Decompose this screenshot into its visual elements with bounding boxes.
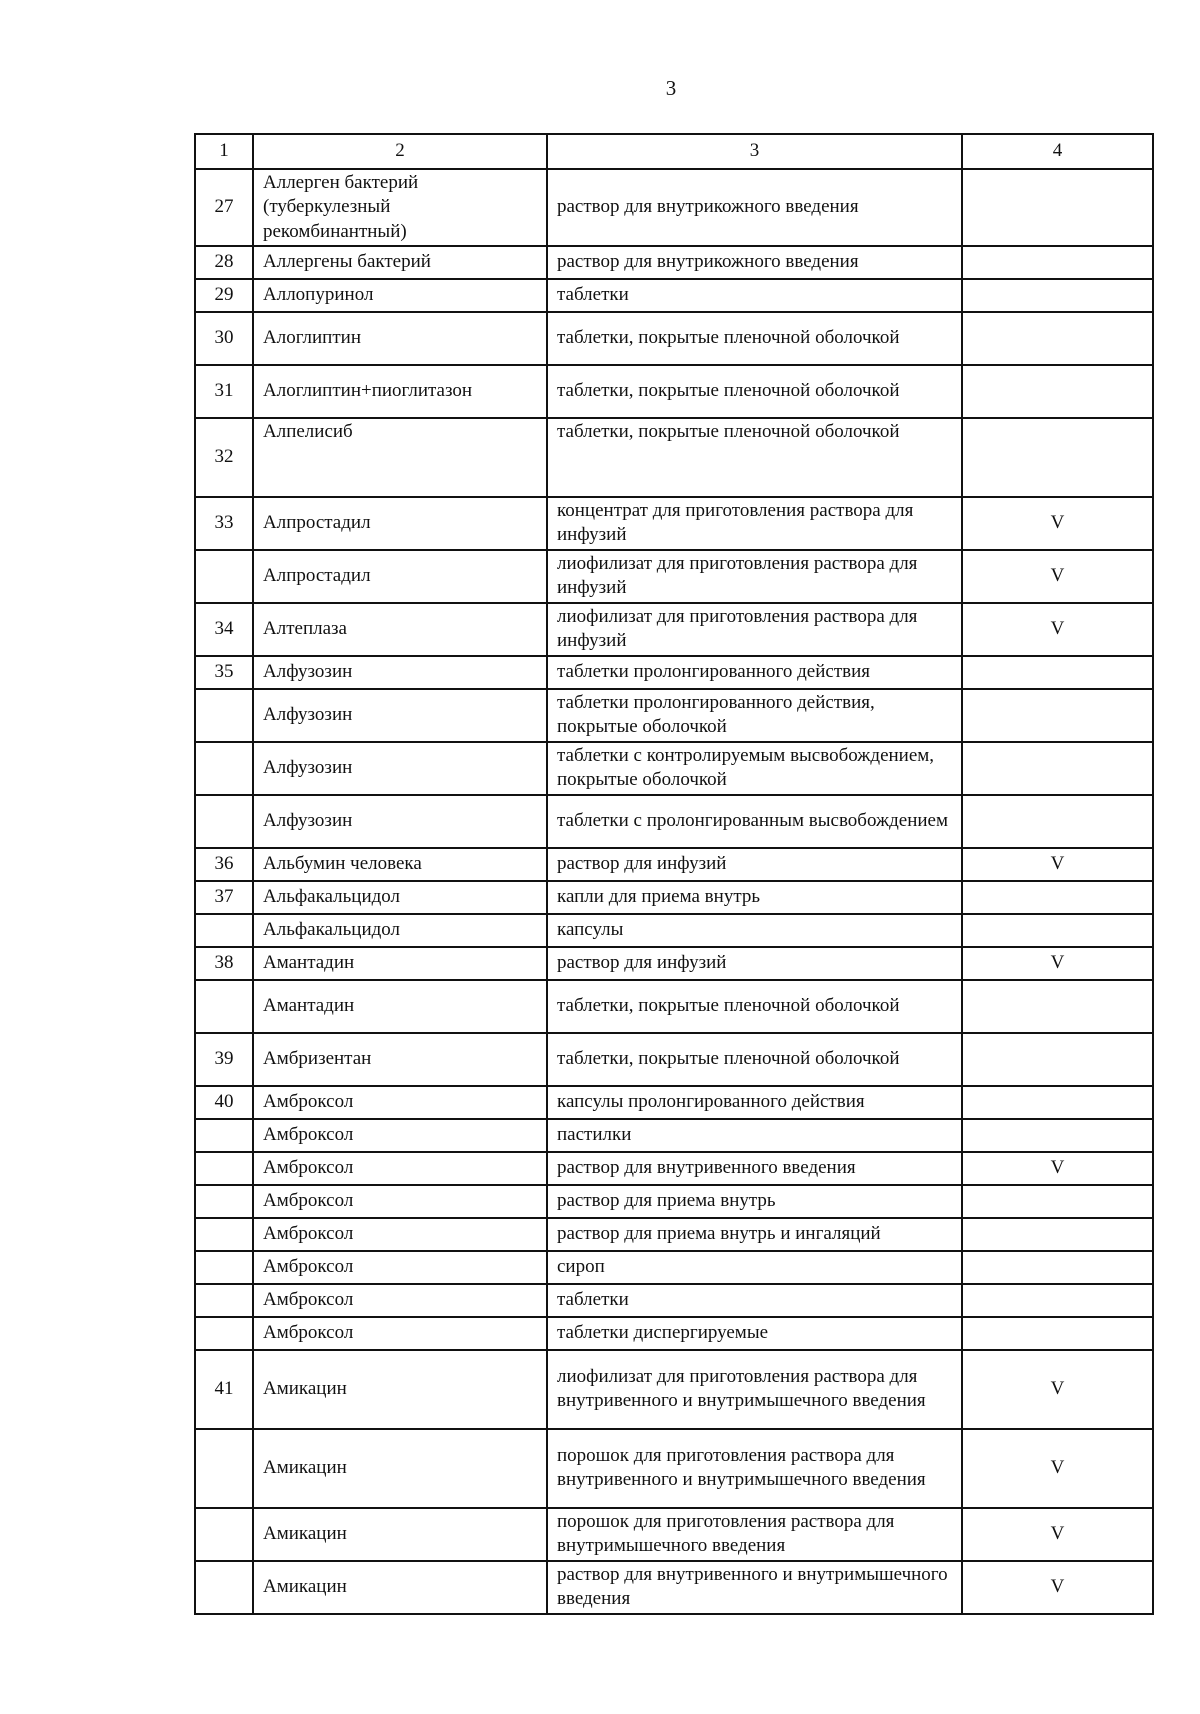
row-number: 30 bbox=[195, 312, 253, 365]
mark-cell: V bbox=[962, 1561, 1153, 1614]
row-number: 35 bbox=[195, 656, 253, 689]
row-number: 33 bbox=[195, 497, 253, 550]
table-row bbox=[195, 1508, 1153, 1561]
table-row bbox=[195, 1033, 1153, 1086]
table-row bbox=[195, 312, 1153, 365]
drug-name: Амбризентан bbox=[253, 1033, 547, 1086]
dosage-form: капсулы bbox=[547, 914, 962, 947]
mark-cell: V bbox=[962, 947, 1153, 980]
drug-name: Амантадин bbox=[253, 947, 547, 980]
table-row bbox=[195, 1251, 1153, 1284]
dosage-form: порошок для приготовления раствора для внутримышечного введения bbox=[547, 1508, 962, 1561]
dosage-form: пастилки bbox=[547, 1119, 962, 1152]
dosage-form: раствор для внутривенного введения bbox=[547, 1152, 962, 1185]
mark-cell bbox=[962, 914, 1153, 947]
column-header-1: 1 bbox=[195, 134, 253, 169]
table-row bbox=[195, 689, 1153, 742]
drug-name: Амброксол bbox=[253, 1086, 547, 1119]
dosage-form: таблетки bbox=[547, 1284, 962, 1317]
table-row bbox=[195, 603, 1153, 656]
mark-cell: V bbox=[962, 550, 1153, 603]
table-row bbox=[195, 1152, 1153, 1185]
row-number bbox=[195, 980, 253, 1033]
table-row bbox=[195, 418, 1153, 497]
header-row bbox=[195, 134, 1153, 169]
mark-cell bbox=[962, 1317, 1153, 1350]
mark-cell bbox=[962, 689, 1153, 742]
row-number: 31 bbox=[195, 365, 253, 418]
dosage-form: таблетки с контролируемым высвобождением, покрытые оболочкой bbox=[547, 742, 962, 795]
drug-name: Амброксол bbox=[253, 1284, 547, 1317]
row-number bbox=[195, 1251, 253, 1284]
row-number bbox=[195, 914, 253, 947]
mark-cell: V bbox=[962, 1429, 1153, 1508]
row-number: 29 bbox=[195, 279, 253, 312]
row-number bbox=[195, 1561, 253, 1614]
table-row bbox=[195, 795, 1153, 848]
drug-name: Амантадин bbox=[253, 980, 547, 1033]
dosage-form: таблетки диспергируемые bbox=[547, 1317, 962, 1350]
table-row bbox=[195, 169, 1153, 246]
mark-cell bbox=[962, 795, 1153, 848]
table-row bbox=[195, 365, 1153, 418]
dosage-form: раствор для внутривенного и внутримышечного введения bbox=[547, 1561, 962, 1614]
dosage-form: лиофилизат для приготовления раствора для инфузий bbox=[547, 550, 962, 603]
drug-name: Алфузозин bbox=[253, 689, 547, 742]
table-row bbox=[195, 848, 1153, 881]
mark-cell bbox=[962, 279, 1153, 312]
dosage-form: таблетки с пролонгированным высвобождением bbox=[547, 795, 962, 848]
drug-name: Амикацин bbox=[253, 1429, 547, 1508]
row-number: 36 bbox=[195, 848, 253, 881]
dosage-form: таблетки, покрытые пленочной оболочкой bbox=[547, 418, 962, 497]
dosage-form: таблетки, покрытые пленочной оболочкой bbox=[547, 312, 962, 365]
table-row bbox=[195, 980, 1153, 1033]
dosage-form: раствор для инфузий bbox=[547, 947, 962, 980]
dosage-form: капли для приема внутрь bbox=[547, 881, 962, 914]
row-number: 28 bbox=[195, 246, 253, 279]
dosage-form: таблетки пролонгированного действия bbox=[547, 656, 962, 689]
drug-table bbox=[194, 133, 1154, 1615]
row-number: 34 bbox=[195, 603, 253, 656]
dosage-form: сироп bbox=[547, 1251, 962, 1284]
mark-cell bbox=[962, 1185, 1153, 1218]
dosage-form: лиофилизат для приготовления раствора для инфузий bbox=[547, 603, 962, 656]
dosage-form: раствор для внутрикожного введения bbox=[547, 169, 962, 246]
table-row bbox=[195, 497, 1153, 550]
row-number bbox=[195, 550, 253, 603]
table-row bbox=[195, 246, 1153, 279]
table-row bbox=[195, 742, 1153, 795]
table-row bbox=[195, 1218, 1153, 1251]
table-row bbox=[195, 1119, 1153, 1152]
mark-cell bbox=[962, 1251, 1153, 1284]
column-header-4: 4 bbox=[962, 134, 1153, 169]
dosage-form: раствор для инфузий bbox=[547, 848, 962, 881]
dosage-form: раствор для приема внутрь и ингаляций bbox=[547, 1218, 962, 1251]
table-row bbox=[195, 1185, 1153, 1218]
mark-cell bbox=[962, 980, 1153, 1033]
dosage-form: капсулы пролонгированного действия bbox=[547, 1086, 962, 1119]
drug-name: Амброксол bbox=[253, 1119, 547, 1152]
drug-name: Алтеплаза bbox=[253, 603, 547, 656]
drug-name: Аллергены бактерий bbox=[253, 246, 547, 279]
column-header-3: 3 bbox=[547, 134, 962, 169]
table-row bbox=[195, 1561, 1153, 1614]
table-row bbox=[195, 279, 1153, 312]
table-row bbox=[195, 881, 1153, 914]
mark-cell bbox=[962, 1086, 1153, 1119]
mark-cell bbox=[962, 418, 1153, 497]
row-number: 41 bbox=[195, 1350, 253, 1429]
mark-cell: V bbox=[962, 1152, 1153, 1185]
drug-name: Амикацин bbox=[253, 1561, 547, 1614]
row-number bbox=[195, 1508, 253, 1561]
drug-name: Альбумин человека bbox=[253, 848, 547, 881]
mark-cell: V bbox=[962, 603, 1153, 656]
table-row bbox=[195, 1317, 1153, 1350]
row-number bbox=[195, 1429, 253, 1508]
row-number bbox=[195, 1152, 253, 1185]
drug-name: Амброксол bbox=[253, 1185, 547, 1218]
dosage-form: порошок для приготовления раствора для внутривенного и внутримышечного введения bbox=[547, 1429, 962, 1508]
row-number bbox=[195, 1185, 253, 1218]
row-number bbox=[195, 1119, 253, 1152]
drug-name: Амброксол bbox=[253, 1251, 547, 1284]
mark-cell: V bbox=[962, 1350, 1153, 1429]
mark-cell bbox=[962, 656, 1153, 689]
mark-cell: V bbox=[962, 848, 1153, 881]
drug-name: Алоглиптин+пиоглитазон bbox=[253, 365, 547, 418]
table-row bbox=[195, 947, 1153, 980]
drug-name: Алпростадил bbox=[253, 497, 547, 550]
mark-cell bbox=[962, 881, 1153, 914]
drug-name: Амброксол bbox=[253, 1317, 547, 1350]
mark-cell bbox=[962, 1119, 1153, 1152]
table-row bbox=[195, 1086, 1153, 1119]
mark-cell bbox=[962, 742, 1153, 795]
row-number: 27 bbox=[195, 169, 253, 246]
dosage-form: раствор для приема внутрь bbox=[547, 1185, 962, 1218]
table-row bbox=[195, 1350, 1153, 1429]
row-number bbox=[195, 689, 253, 742]
drug-name: Алпелисиб bbox=[253, 418, 547, 497]
table-row bbox=[195, 914, 1153, 947]
drug-name: Алфузозин bbox=[253, 795, 547, 848]
drug-name: Аллерген бактерий (туберкулезный рекомбинантный) bbox=[253, 169, 547, 246]
drug-name: Альфакальцидол bbox=[253, 914, 547, 947]
mark-cell: V bbox=[962, 1508, 1153, 1561]
drug-name: Альфакальцидол bbox=[253, 881, 547, 914]
mark-cell: V bbox=[962, 497, 1153, 550]
drug-name: Амикацин bbox=[253, 1350, 547, 1429]
mark-cell bbox=[962, 1033, 1153, 1086]
dosage-form: таблетки bbox=[547, 279, 962, 312]
mark-cell bbox=[962, 365, 1153, 418]
mark-cell bbox=[962, 169, 1153, 246]
row-number: 40 bbox=[195, 1086, 253, 1119]
drug-name: Аллопуринол bbox=[253, 279, 547, 312]
row-number: 37 bbox=[195, 881, 253, 914]
row-number: 38 bbox=[195, 947, 253, 980]
dosage-form: таблетки, покрытые пленочной оболочкой bbox=[547, 1033, 962, 1086]
dosage-form: таблетки пролонгированного действия, покрытые оболочкой bbox=[547, 689, 962, 742]
dosage-form: таблетки, покрытые пленочной оболочкой bbox=[547, 365, 962, 418]
row-number bbox=[195, 1284, 253, 1317]
drug-name: Амброксол bbox=[253, 1218, 547, 1251]
dosage-form: раствор для внутрикожного введения bbox=[547, 246, 962, 279]
row-number: 39 bbox=[195, 1033, 253, 1086]
mark-cell bbox=[962, 1284, 1153, 1317]
mark-cell bbox=[962, 1218, 1153, 1251]
mark-cell bbox=[962, 246, 1153, 279]
dosage-form: лиофилизат для приготовления раствора для внутривенного и внутримышечного введения bbox=[547, 1350, 962, 1429]
drug-name: Амброксол bbox=[253, 1152, 547, 1185]
drug-name: Алфузозин bbox=[253, 742, 547, 795]
mark-cell bbox=[962, 312, 1153, 365]
table-row bbox=[195, 1284, 1153, 1317]
table-row bbox=[195, 550, 1153, 603]
drug-name: Амикацин bbox=[253, 1508, 547, 1561]
drug-name: Алфузозин bbox=[253, 656, 547, 689]
column-header-2: 2 bbox=[253, 134, 547, 169]
drug-name: Алоглиптин bbox=[253, 312, 547, 365]
page-number: 3 bbox=[665, 76, 677, 100]
row-number bbox=[195, 795, 253, 848]
table-row bbox=[195, 1429, 1153, 1508]
dosage-form: таблетки, покрытые пленочной оболочкой bbox=[547, 980, 962, 1033]
row-number bbox=[195, 1218, 253, 1251]
drug-name: Алпростадил bbox=[253, 550, 547, 603]
row-number bbox=[195, 742, 253, 795]
row-number: 32 bbox=[195, 418, 253, 497]
table-row bbox=[195, 656, 1153, 689]
dosage-form: концентрат для приготовления раствора для инфузий bbox=[547, 497, 962, 550]
row-number bbox=[195, 1317, 253, 1350]
